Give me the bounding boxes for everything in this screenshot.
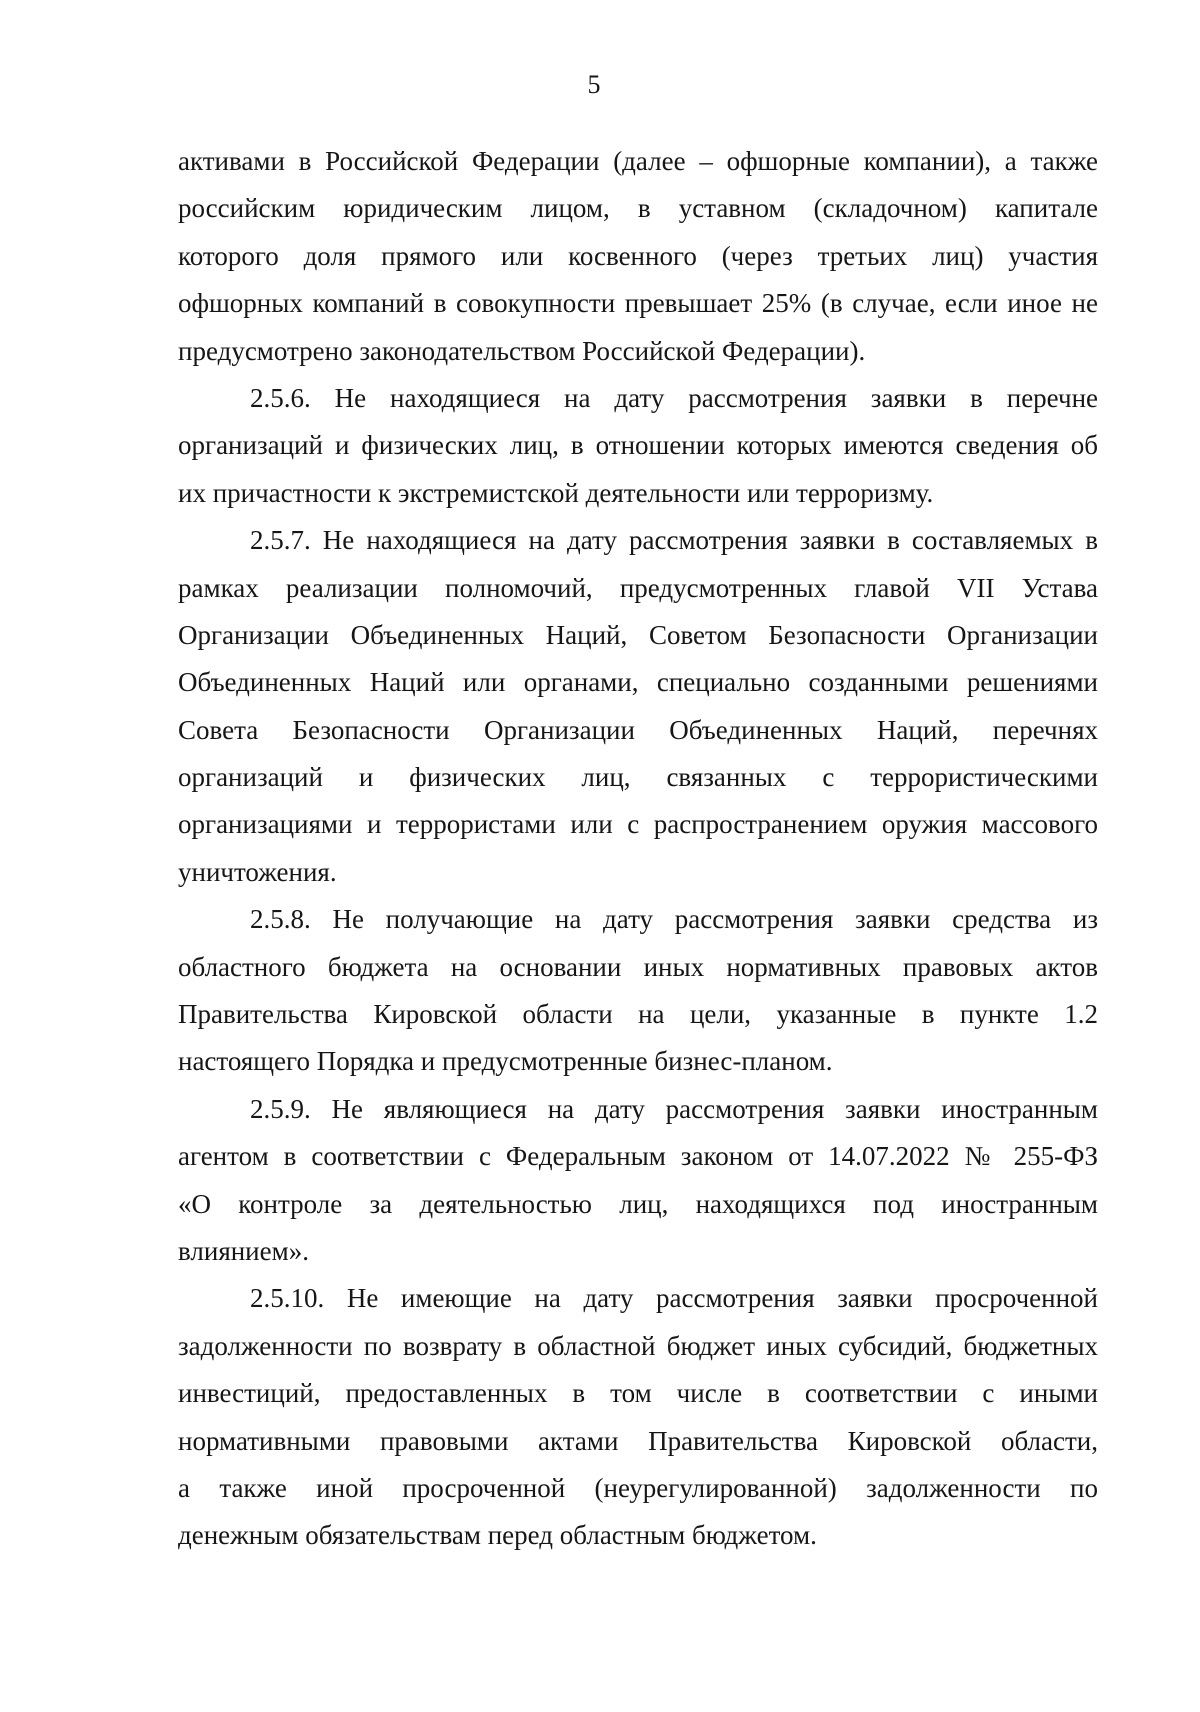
text-line: 2.5.9. Не являющиеся на дату рассмотрения заявки иностранным [250, 1093, 1098, 1124]
text-line: 2.5.7. Не находящиеся на дату рассмотрения заявки в составляемых в [250, 525, 1098, 556]
paragraph-2-5-9 [178, 1086, 1098, 1276]
text-line: влиянием». [178, 1235, 309, 1266]
paragraph-2-5-8 [178, 896, 1098, 1086]
text-line: организациями и террористами или с распространением оружия массового [178, 809, 1098, 840]
text-line: уничтожения. [178, 856, 337, 887]
paragraph-2-5-6 [178, 375, 1098, 517]
text-line: областного бюджета на основании иных нормативных правовых актов [178, 951, 1098, 982]
text-line: агентом в соответствии с Федеральным законом от 14.07.2022 № 255-ФЗ [178, 1141, 1098, 1172]
text-line: Правительства Кировской области на цели, указанные в пункте 1.2 [178, 999, 1098, 1030]
text-line: 2.5.10. Не имеющие на дату рассмотрения заявки просроченной [250, 1283, 1098, 1314]
text-line: нормативными правовыми актами Правительства Кировской области, [178, 1425, 1098, 1456]
paragraph-continuation [178, 138, 1098, 375]
document-body [178, 138, 1098, 1560]
text-line: офшорных компаний в совокупности превышает 25% (в случае, если иное не [178, 288, 1098, 319]
text-line: 2.5.6. Не находящиеся на дату рассмотрения заявки в перечне [250, 382, 1098, 413]
text-line: «О контроле за деятельностью лиц, находящихся под иностранным [178, 1188, 1098, 1219]
text-line: предусмотрено законодательством Российской Федерации). [178, 335, 866, 366]
page-number: 5 [587, 70, 601, 99]
text-line: их причастности к экстремистской деятельности или терроризму. [178, 477, 934, 508]
text-line: российским юридическим лицом, в уставном (складочном) капитале [178, 193, 1098, 224]
paragraph-2-5-7 [178, 517, 1098, 896]
text-line: Совета Безопасности Организации Объединенных Наций, перечнях [178, 714, 1098, 745]
text-line: задолженности по возврату в областной бюджет иных субсидий, бюджетных [178, 1330, 1098, 1361]
text-line: организаций и физических лиц, связанных с террористическими [178, 762, 1098, 793]
text-line: активами в Российской Федерации (далее – офшорные компании), а также [178, 146, 1098, 176]
text-line: которого доля прямого или косвенного (через третьих лиц) участия [178, 240, 1098, 271]
text-line: денежным обязательствам перед областным бюджетом. [178, 1520, 817, 1551]
paragraph-2-5-10 [178, 1275, 1098, 1559]
text-line: 2.5.8. Не получающие на дату рассмотрения заявки средства из [250, 904, 1098, 935]
text-line: Организации Объединенных Наций, Советом Безопасности Организации [178, 619, 1098, 650]
text-line: рамках реализации полномочий, предусмотренных главой VII Устава [178, 572, 1098, 603]
text-line: настоящего Порядка и предусмотренные бизнес-планом. [178, 1046, 833, 1077]
text-line: Объединенных Наций или органами, специально созданными решениями [178, 667, 1098, 698]
text-line: организаций и физических лиц, в отношении которых имеются сведения об [178, 430, 1098, 461]
text-line: а также иной просроченной (неурегулированной) задолженности по [178, 1472, 1098, 1503]
text-line: инвестиций, предоставленных в том числе в соответствии с иными [178, 1378, 1098, 1409]
